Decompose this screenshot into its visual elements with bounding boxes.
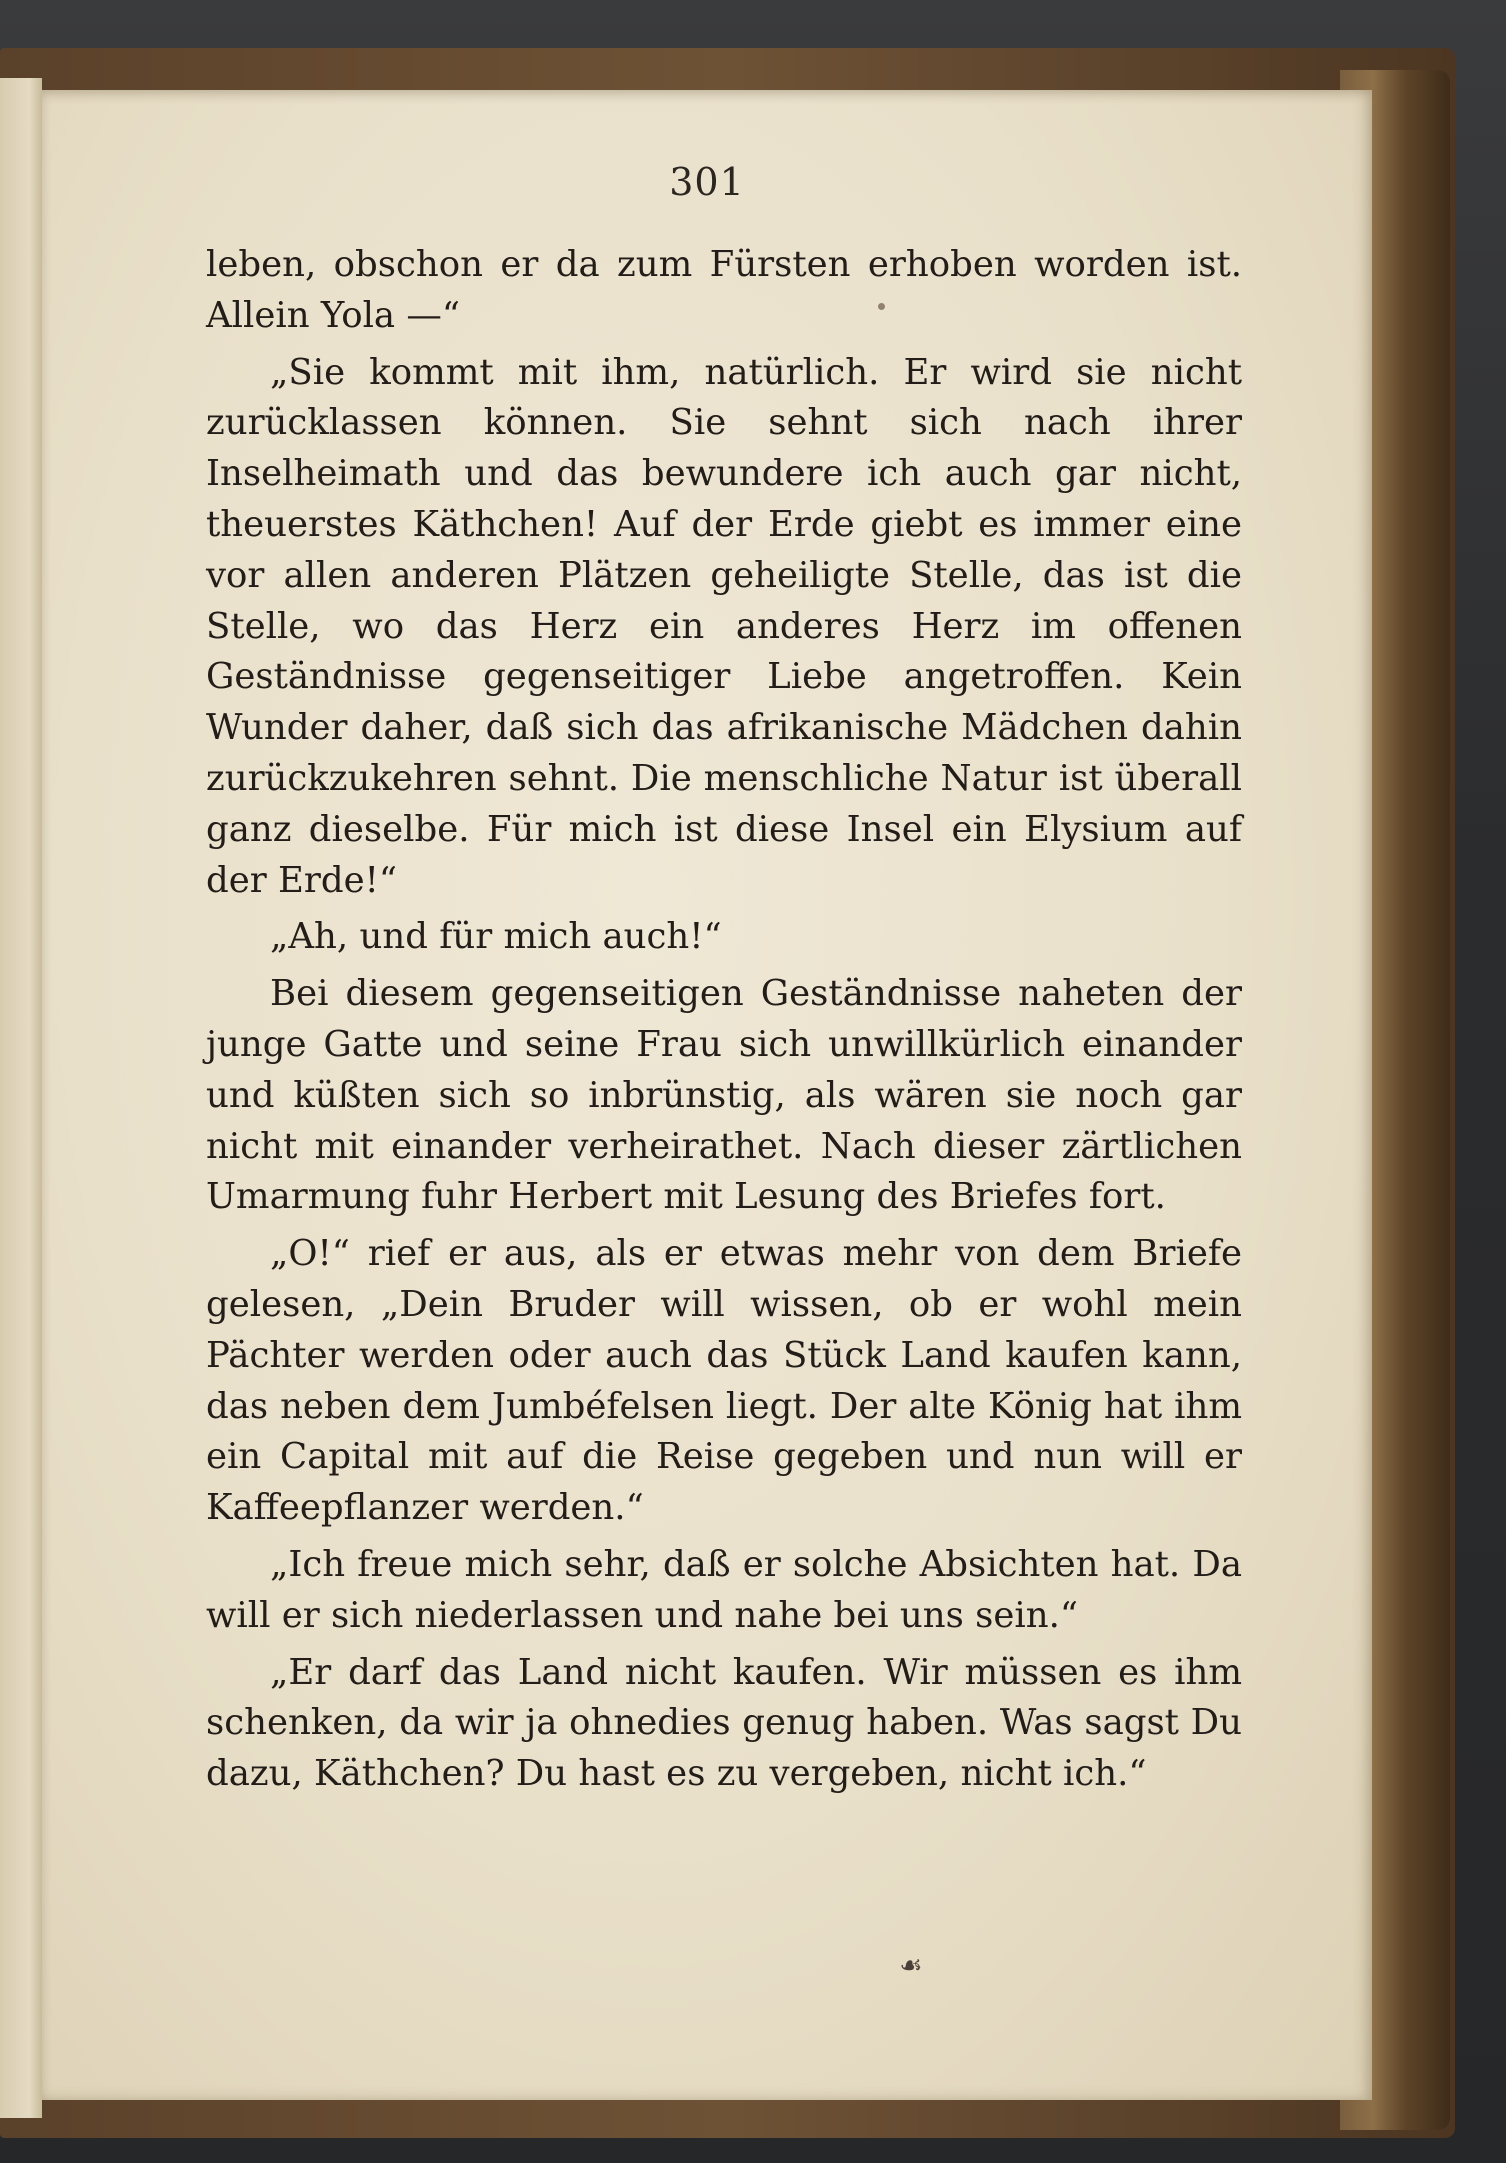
paragraph: „Er darf das Land nicht kaufen. Wir müssen es ihm schenken, da wir ja ohnedies genug haben. Was sagst Du dazu, Käthchen? Du hast es zu vergeben, nicht ich.“ — [206, 1651, 1242, 1795]
paragraph: „Ah, und für mich auch!“ — [270, 916, 722, 958]
paragraph: leben, obschon er da zum Fürsten erhoben worden ist. Allein Yola —“ — [206, 244, 1242, 336]
facing-page-edge — [0, 78, 42, 2118]
printer-ornament-icon: ☙ — [899, 1951, 923, 1981]
book-page — [42, 90, 1372, 2100]
page-text — [206, 240, 1242, 1806]
page-number: 301 — [669, 160, 745, 204]
paragraph: Bei diesem gegenseitigen Geständnisse naheten der junge Gatte und seine Frau sich unwillkürlich einander und küßten sich so inbrünstig, als wären sie noch gar nicht mit einander verheirathet. Nach dieser zärtlichen Umarmung fuhr Herbert mit Lesung des Briefes fort. — [206, 973, 1242, 1218]
paragraph: „Ich freue mich sehr, daß er solche Absichten hat. Da will er sich niederlassen und nahe bei uns sein.“ — [206, 1543, 1242, 1636]
paragraph: „O!“ rief er aus, als er etwas mehr von dem Briefe gelesen, „Dein Bruder will wissen, ob er wohl mein Pächter werden oder auch das Stück Land kaufen kann, das neben dem Jumbéfelsen liegt. Der alte König hat ihm ein Capital mit auf die Reise gegeben und nun will er Kaffeepflanzer werden.“ — [206, 1233, 1242, 1529]
paragraph: „Sie kommt mit ihm, natürlich. Er wird sie nicht zurücklassen können. Sie sehnt sich nach ihrer Inselheimath und das bewundere ich auch gar nicht, theuerstes Käthchen! Auf der Erde giebt es immer eine vor allen anderen Plätzen geheiligte Stelle, das ist die Stelle, wo das Herz ein anderes Herz im offenen Geständnisse gegenseitiger Liebe angetroffen. Kein Wunder daher, daß sich das afrikanische Mädchen dahin zurückzukehren sehnt. Die menschliche Natur ist überall ganz dieselbe. Für mich ist diese Insel ein Elysium auf der Erde!“ — [206, 351, 1242, 901]
